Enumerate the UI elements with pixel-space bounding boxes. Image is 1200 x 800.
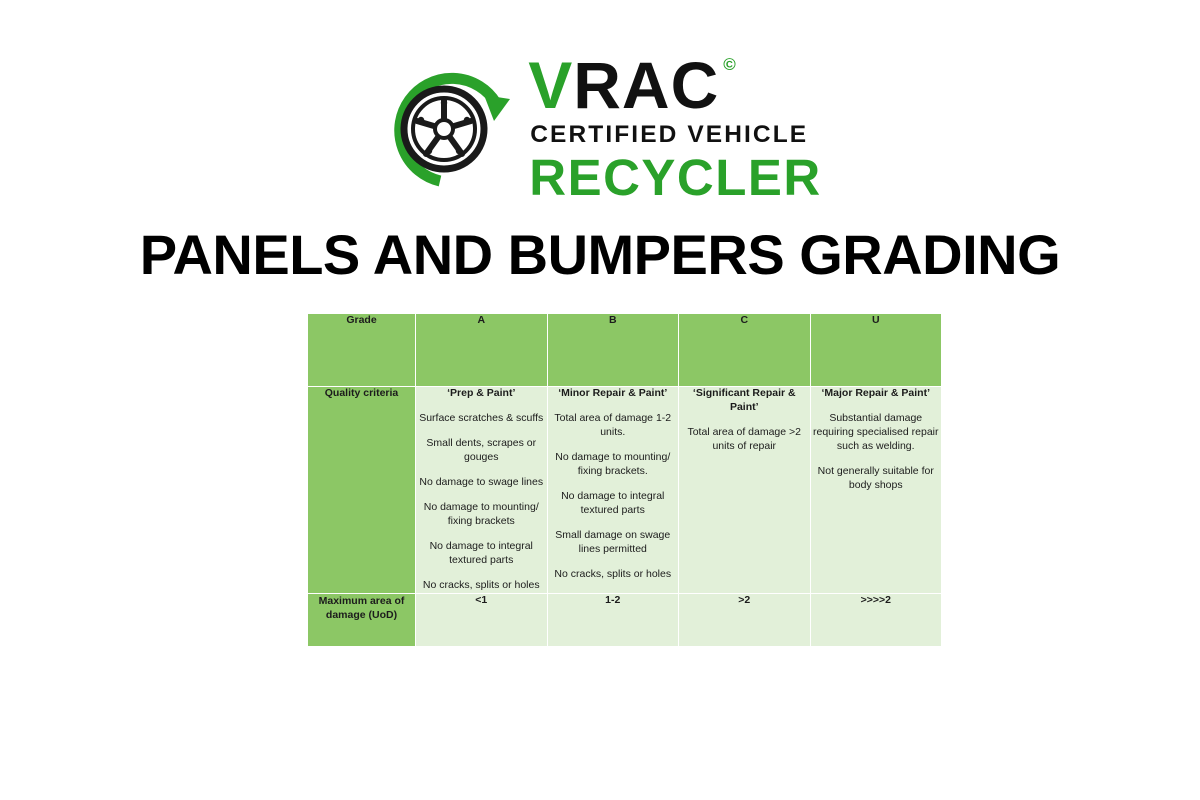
page-title: PANELS AND BUMPERS GRADING [139,223,1061,286]
cell-quality-a-line-5: No damage to integral textured parts [429,539,533,566]
grading-table [307,313,942,647]
logo-brand-v: V [528,48,574,122]
table-header-row [308,314,942,387]
cell-quality-c-line-0: ‘Significant Repair & Paint’ [692,387,796,413]
cell-quality-b-line-5: No cracks, splits or holes [554,567,672,580]
cell-quality-b-line-0: ‘Minor Repair & Paint’ [558,387,668,399]
cell-quality-a-line-2: Small dents, scrapes or gouges [426,436,537,463]
cell-quality-a-line-0: ‘Prep & Paint’ [447,387,516,399]
logo-tagline: CERTIFIED VEHICLE [530,121,809,148]
cell-quality-a-line-1: Surface scratches & scuffs [419,411,544,424]
cell-quality-b-line-1: Total area of damage 1-2 units. [554,411,672,438]
logo-wordmark [528,48,822,206]
cell-max-area-c: >2 [679,593,811,646]
cell-quality-a-line-3: No damage to swage lines [419,475,544,488]
table-row [308,593,942,646]
cell-quality-b-line-2: No damage to mounting/ fixing brackets. [555,450,671,477]
header-grade-label: Grade [308,314,416,387]
header-grade-u: U [810,314,942,387]
cell-quality-c [679,387,811,594]
cell-quality-a-line-4: No damage to mounting/ fixing brackets [423,500,539,527]
logo-brand-rac: RAC [573,48,720,122]
cell-quality-c-line-1: Total area of damage >2 units of repair [687,425,802,452]
cell-quality-a [416,387,548,594]
cell-quality-b [547,387,679,594]
cell-quality-a-line-6: No cracks, splits or holes [422,578,540,591]
header-grade-b: B [547,314,679,387]
grading-table-wrapper [307,313,941,647]
cell-quality-u-line-2: Not generally suitable for body shops [817,464,934,491]
logo-recycler: RECYCLER [529,148,822,206]
row-label-quality-criteria: Quality criteria [308,387,416,594]
vrac-logo [0,48,1200,206]
copyright-icon: © [723,55,737,74]
cell-quality-u [810,387,942,594]
cell-quality-u-line-0: ‘Major Repair & Paint’ [821,387,931,399]
cell-quality-b-line-3: No damage to integral textured parts [561,489,665,516]
cell-max-area-b: 1-2 [547,593,679,646]
cell-quality-u-line-1: Substantial damage requiring specialised repair such as welding. [813,411,939,452]
logo-brand [528,48,737,122]
table-row [308,387,942,594]
row-label-maximum-area: Maximum area of damage (UoD) [308,593,416,646]
header-grade-a: A [416,314,548,387]
cell-quality-b-line-4: Small damage on swage lines permitted [555,528,671,555]
recycling-wheel-icon [378,59,514,195]
logo-inner [378,48,822,206]
cell-max-area-u: >>>>2 [810,593,942,646]
header-grade-c: C [679,314,811,387]
cell-max-area-a: <1 [416,593,548,646]
